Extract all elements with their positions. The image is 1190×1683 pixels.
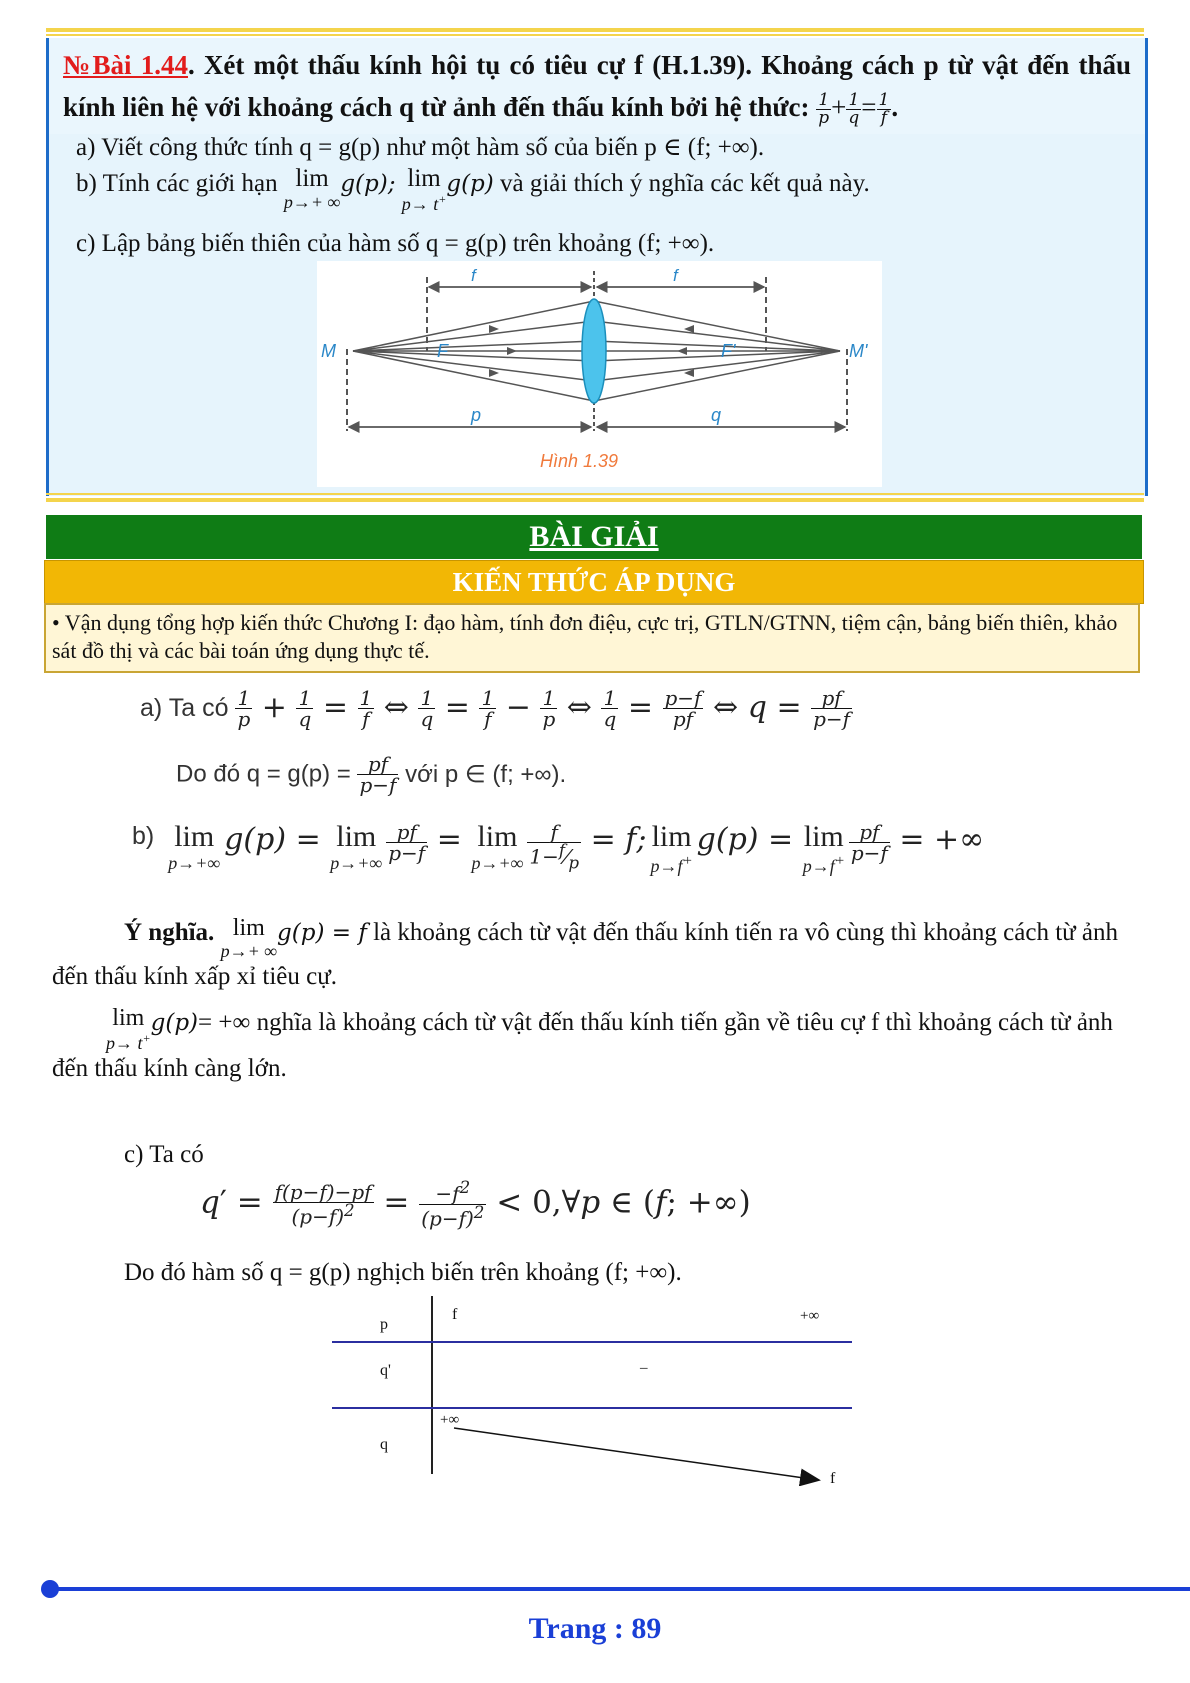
label-M-prime: M' [849, 341, 868, 361]
question-b-prefix: b) Tính các giới hạn [76, 170, 278, 197]
top-border-line-thin [46, 34, 1144, 36]
question-a: a) Viết công thức tính q = g(p) như một hàm số của biến p ∈ (f; +∞). [76, 134, 765, 161]
limit-p-to-inf: lim p→+ ∞ [283, 165, 341, 212]
problem-text: . Xét một thấu kính hội tụ có tiêu cự f (H.1.39). Khoảng cách p từ vật đến thấu kính liên hệ với khoảng cách q từ ảnh đến thấu kính bởi hệ thức: [63, 50, 1131, 122]
lens-diagram [317, 261, 882, 487]
formula-1-over-p: $\frac{1}{p}$ [818, 90, 830, 129]
formula-1-over-q: $\frac{1}{q}$ [848, 90, 860, 129]
label-f-right: f [673, 266, 678, 285]
table-qprime-sign: – [640, 1360, 648, 1376]
variation-table [332, 1296, 852, 1486]
part-b-lead: b) [132, 822, 155, 850]
table-row-label-p: p [380, 1316, 388, 1333]
question-c: c) Lập bảng biến thiên của hàm số q = g(p) trên khoảng (f; +∞). [76, 230, 715, 257]
label-q: q [711, 405, 722, 425]
problem-statement: №Bài 1.44. Xét một thấu kính hội tụ có tiêu cự f (H.1.39). Khoảng cách p từ vật đến thấu kính liên hệ với khoảng cách q từ ảnh đến thấu kính bởi hệ thức: $\frac{1}{p}$ + $\frac{1}{q}$ = $\frac{1}{f}$ . [49, 38, 1145, 134]
part-c-conclusion: Do đó hàm số q = g(p) nghịch biến trên khoảng (f; +∞). [124, 1259, 682, 1286]
question-b: b) Tính các giới hạn lim p→+ ∞ g(p); lim p→ t+ g(p) và giải thích ý nghĩa các kết quả này. [76, 165, 870, 214]
label-M: M [321, 341, 336, 361]
part-a-conclusion [176, 754, 566, 795]
top-border-line [46, 28, 1144, 32]
table-row-label-q: q [380, 1436, 388, 1453]
label-f-left: f [471, 266, 476, 285]
meaning-text-1: là khoảng cách từ vật đến thấu kính tiến ra vô cùng thì khoảng cách từ ảnh đến thấu kính xấp xỉ tiêu cự. [52, 919, 1119, 990]
label-F: F [437, 341, 448, 361]
knowledge-header: KIẾN THỨC ÁP DỤNG [44, 560, 1144, 604]
formula-1-over-f: $\frac{1}{f}$ [878, 90, 890, 129]
part-a-fraction: $\frac{pf}{p-f}$ [359, 752, 397, 797]
part-c-lead: c) Ta có [124, 1141, 204, 1168]
meaning-text-2: nghĩa là khoảng cách từ vật đến thấu kính tiến gần về tiêu cự f thì khoảng cách từ ảnh đến thấu kính càng lớn. [52, 1009, 1113, 1082]
knowledge-box: • Vận dụng tổng hợp kiến thức Chương I: đạo hàm, tính đơn điệu, cực trị, GTLN/GTNN, tiệm cận, bảng biến thiên, khảo sát đồ thị và các bài toán ứng dụng thực tế. [44, 603, 1140, 673]
footer-line [46, 1587, 1190, 1591]
limit-p-to-f-plus: lim p→ t+ [401, 165, 447, 214]
part-a-line [140, 688, 852, 729]
problem-bottom-line [46, 498, 1144, 502]
variation-table-lines [332, 1296, 852, 1486]
meaning-paragraph-2: lim p→ t+ g(p)= +∞ nghĩa là khoảng cách từ vật đến thấu kính tiến gần về tiêu cự f thì khoảng cách từ ảnh đến thấu kính càng lớn. [52, 1005, 1113, 1082]
table-row-label-qprime: q' [380, 1362, 391, 1379]
meaning-label: Ý nghĩa. [124, 919, 215, 946]
problem-number: №Bài 1.44 [63, 50, 188, 80]
label-p: p [471, 405, 482, 425]
figure-caption: Hình 1.39 [540, 451, 619, 471]
table-q-start: +∞ [440, 1412, 460, 1428]
solution-banner: BÀI GIẢI [46, 515, 1142, 559]
part-a-equation: $\frac{1}{p}$ + $\frac{1}{q}$ = $\frac{1}{f}$ ⇔ $\frac{1}{q}$ = $\frac{1}{f}$ − $\frac{1}{p}$ ⇔ $\frac{1}{q}$ = $\frac{p-f}{pf}$ ⇔ q = $\frac{pf}{p-f}$ [237, 686, 851, 731]
label-F-prime: F' [721, 341, 736, 361]
meaning-paragraph-1: Ý nghĩa. lim p→+ ∞ g(p) = f là khoảng cách từ vật đến thấu kính tiến ra vô cùng thì khoảng cách từ ảnh đến thấu kính xấp xỉ tiêu cự. [52, 915, 1119, 990]
part-a-lead: a) Ta có [140, 694, 229, 722]
footer-dot [41, 1580, 59, 1598]
problem-bottom-line-thin [46, 493, 1144, 495]
part-b-line: b) lim p→+∞ g(p) = lim p→+∞ $\frac{pf}{p-f}$ = lim p→+∞ $\frac{f}{1-^f⁄_p}$ = f; lim p→f+ g(p) = lim p→f+ $\frac{pf}{p-f}$ = +∞ [132, 820, 985, 876]
part-c-derivative: q′ = $\frac{f(p-f)-pf}{(p-f)^2}$ = $\frac{-f^2}{(p-f)^2}$ < 0,∀p ∈ (f; +∞) [200, 1178, 751, 1231]
table-p-end: +∞ [800, 1308, 820, 1324]
part-a-conclusion-prefix: Do đó q = g(p) = [176, 760, 351, 788]
page-number: Trang : 89 [528, 1612, 662, 1645]
lens-figure [317, 261, 882, 487]
table-q-end: f [830, 1470, 836, 1487]
question-b-suffix: và giải thích ý nghĩa các kết quả này. [500, 170, 870, 197]
part-a-conclusion-suffix: với p ∈ (f; +∞). [405, 761, 567, 788]
table-p-start: f [452, 1306, 458, 1323]
